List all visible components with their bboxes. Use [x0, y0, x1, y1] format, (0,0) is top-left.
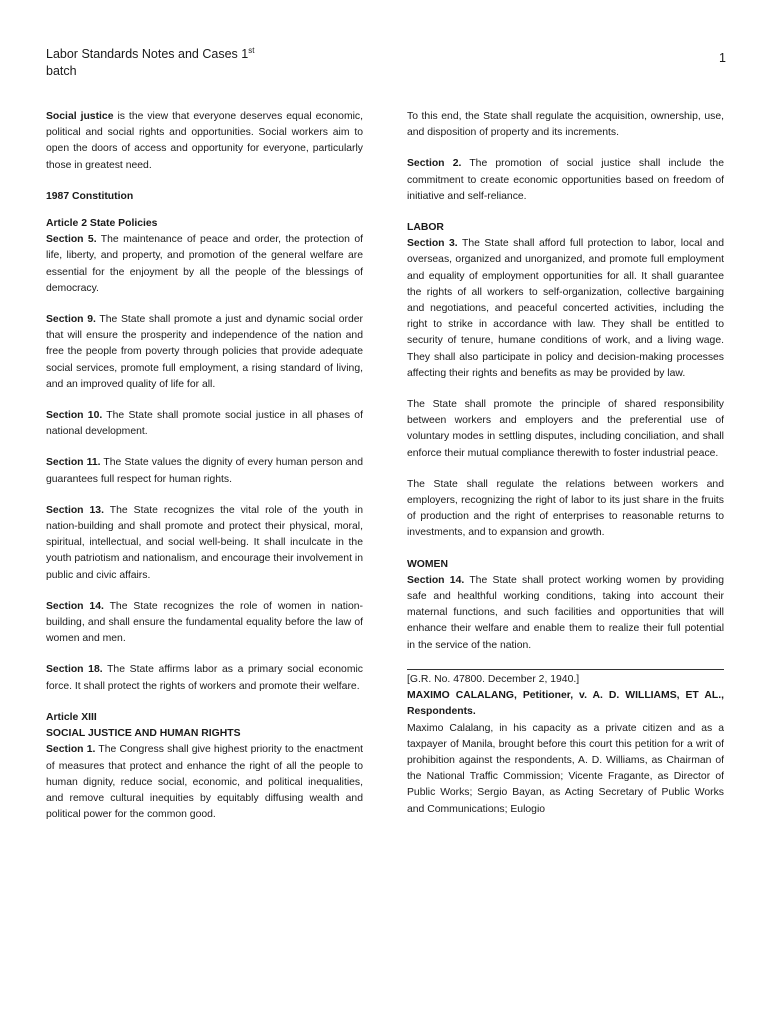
case-citation: [G.R. No. 47800. December 2, 1940.] — [407, 673, 580, 685]
page-header — [46, 46, 726, 80]
constitution-heading: 1987 Constitution — [46, 190, 134, 202]
section-11: Section 11. The State values the dignity of every human person and guarantees full respect for human rights. — [46, 457, 363, 485]
section-1: Section 1. The Congress shall give highest priority to the enactment of measures that protect and enhance the right of all the people to human dignity, reduce social, economic, and political inequalities, and remove cultural inequities by equitably diffusing wealth and political power for the common good. — [46, 744, 363, 821]
section-5: Section 5. The maintenance of peace and order, the protection of life, liberty, and property, and promotion of the general welfare are essential for the enjoyment by all the people of the blessings of democracy. — [46, 234, 363, 294]
case-parties: MAXIMO CALALANG, Petitioner, v. A. D. WILLIAMS, ET AL., Respondents. — [407, 690, 724, 718]
section-13: Section 13. The State recognizes the vital role of the youth in nation-building and shall promote and protect their physical, moral, spiritual, intellectual, and social well-being. It shall inculcate in the youth patriotism and nationalism, and encourage their involvement in public and civic affairs. — [46, 504, 363, 581]
section-14-working-women: Section 14. The State shall protect working women by providing safe and healthful working conditions, taking into account their maternal functions, and such facilities and opportunities that will enhance their welfare and enable them to realize their full potential in the service of the nation. — [407, 574, 724, 651]
section-14-women-role: Section 14. The State recognizes the role of women in nation-building, and shall ensure the fundamental equality before the law of women and men. — [46, 600, 363, 645]
article-2-heading: Article 2 State Policies — [46, 218, 158, 230]
section-9: Section 9. The State shall promote a just and dynamic social order that will ensure the prosperity and independence of the nation and free the people from poverty through policies that provide adequate social services, promote full employment, a rising standard of living, and an improved quality of life for all. — [46, 314, 363, 390]
section-3: Section 3. The State shall afford full protection to labor, local and overseas, organized and unorganized, and promote full employment and equality of employment opportunities for all. It shall guarantee the rights of all workers to self-organization, collective bargaining and negotiations, and peaceful concerted activities, including the right to strike in accordance with law. They shall be entitled to security of tenure, humane conditions of work, and a living wage. They shall also participate in policy and decision-making processes affecting their rights and benefits as may be provided by law. — [407, 238, 724, 379]
section-2: Section 2. The promotion of social justice shall include the commitment to create economic opportunities based on freedom of initiative and self-reliance. — [407, 158, 724, 202]
section-10: Section 10. The State shall promote social justice in all phases of national development. — [46, 410, 363, 438]
section-18: Section 18. The State affirms labor as a primary social economic force. It shall protect the rights of workers and promote their welfare. — [46, 664, 363, 692]
property-regulation-paragraph: To this end, the State shall regulate the acquisition, ownership, use, and disposition of property and its increments. — [407, 111, 724, 139]
right-column — [407, 109, 724, 833]
case-text: Maximo Calalang, in his capacity as a private citizen and as a taxpayer of Manila, brought before this court this petition for a writ of prohibition against the respondents, A. D. Williams, as Chairman of the National Traffic Commission; Vicente Fragante, as Director of Public Works; Sergio Bayan, as Acting Secretary of Public Works and Communications; Eulogio — [407, 722, 724, 815]
document-title: Labor Standards Notes and Cases 1st batch — [46, 45, 255, 78]
social-justice-definition: Social justice is the view that everyone deserves equal economic, political and social rights and opportunities. Social workers aim to open the doors of access and opportunity for everyone, particularly those in greatest need. — [46, 111, 363, 171]
women-heading: WOMEN — [407, 558, 448, 570]
article-13-heading: Article XIII — [46, 711, 97, 723]
page-number: 1 — [719, 51, 726, 65]
article-13-subheading: SOCIAL JUSTICE AND HUMAN RIGHTS — [46, 728, 241, 740]
labor-heading: LABOR — [407, 222, 444, 234]
labor-relations-paragraph: The State shall regulate the relations between workers and employers, recognizing the right of labor to its just share in the fruits of production and the right of enterprises to reasonable returns to investments, and to expansion and growth. — [407, 478, 724, 539]
shared-responsibility-paragraph: The State shall promote the principle of shared responsibility between workers and employers and the preferential use of voluntary modes in settling disputes, including conciliation, and shall enforce their mutual compliance therewith to foster industrial peace. — [407, 399, 724, 459]
left-column — [46, 109, 363, 838]
